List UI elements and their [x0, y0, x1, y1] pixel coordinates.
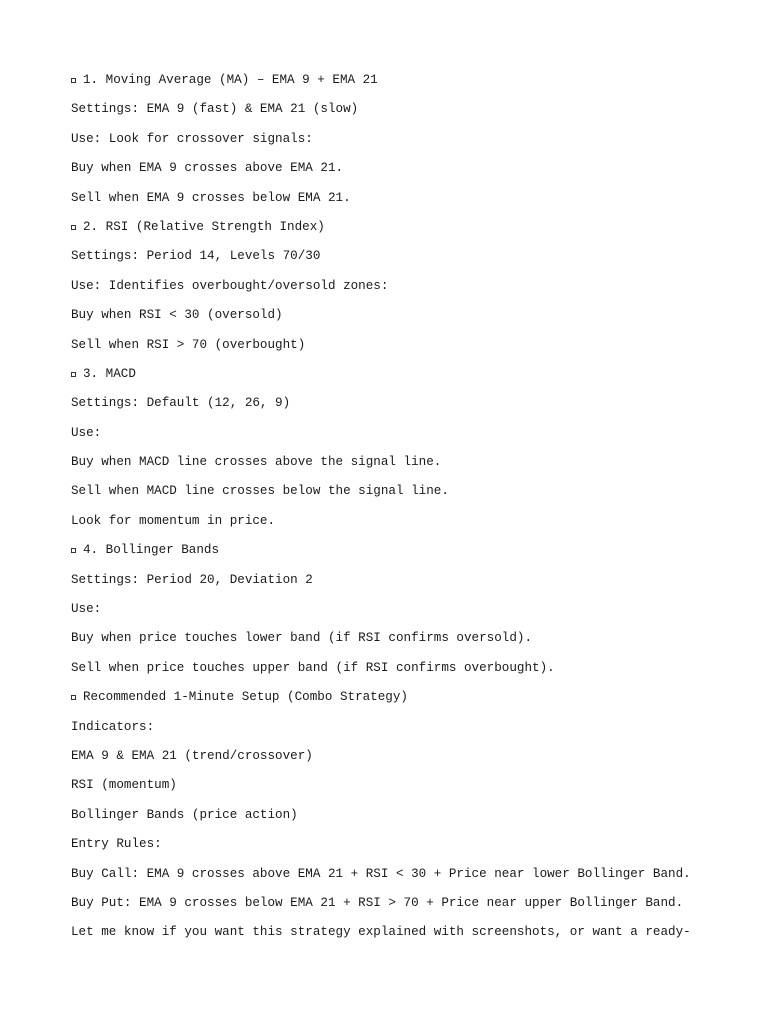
line-text: Settings: Period 14, Levels 70/30	[71, 249, 321, 264]
line-text: Buy when MACD line crosses above the signal line.	[71, 455, 442, 470]
text-line	[71, 305, 751, 334]
text-line	[71, 717, 751, 746]
text-line	[71, 452, 751, 481]
text-line	[71, 628, 751, 657]
section-heading	[71, 364, 751, 393]
text-line	[71, 158, 751, 187]
line-text: Entry Rules:	[71, 837, 162, 852]
line-text: Buy when RSI < 30 (oversold)	[71, 308, 283, 323]
line-text: Buy Put: EMA 9 crosses below EMA 21 + RSI > 70 + Price near upper Bollinger Band.	[71, 895, 684, 910]
line-text: Let me know if you want this strategy explained with screenshots, or want a ready-	[71, 925, 691, 940]
line-text: Sell when EMA 9 crosses below EMA 21.	[71, 190, 351, 205]
text-line	[71, 834, 751, 863]
line-text: Indicators:	[71, 719, 155, 734]
text-line	[71, 864, 751, 893]
line-text: 3. MACD	[83, 366, 136, 381]
missing-glyph-box-icon	[71, 225, 76, 230]
text-line	[71, 658, 751, 687]
text-line	[71, 775, 751, 804]
text-line	[71, 393, 751, 422]
section-heading	[71, 540, 751, 569]
line-text: Sell when MACD line crosses below the signal line.	[71, 484, 449, 499]
missing-glyph-box-icon	[71, 548, 76, 553]
text-line	[71, 570, 751, 599]
missing-glyph-box-icon	[71, 78, 76, 83]
line-text: Recommended 1-Minute Setup (Combo Strategy)	[83, 690, 408, 705]
text-line	[71, 893, 751, 922]
line-text: Look for momentum in price.	[71, 513, 276, 528]
section-heading	[71, 217, 751, 246]
line-text: EMA 9 & EMA 21 (trend/crossover)	[71, 748, 313, 763]
line-text: Use: Look for crossover signals:	[71, 131, 313, 146]
line-text: Sell when price touches upper band (if RSI confirms overbought).	[71, 660, 555, 675]
text-line	[71, 129, 751, 158]
text-line	[71, 746, 751, 775]
missing-glyph-box-icon	[71, 372, 76, 377]
line-text: 2. RSI (Relative Strength Index)	[83, 219, 325, 234]
line-text: RSI (momentum)	[71, 778, 177, 793]
section-heading	[71, 687, 751, 716]
line-text: Buy when price touches lower band (if RSI confirms oversold).	[71, 631, 533, 646]
line-text: Buy Call: EMA 9 crosses above EMA 21 + RSI < 30 + Price near lower Bollinger Band.	[71, 866, 691, 881]
text-line	[71, 481, 751, 510]
text-line	[71, 246, 751, 275]
line-text: Settings: Period 20, Deviation 2	[71, 572, 313, 587]
line-text: Use: Identifies overbought/oversold zones:	[71, 278, 389, 293]
section-heading	[71, 70, 751, 99]
line-text: 4. Bollinger Bands	[83, 543, 220, 558]
text-line	[71, 99, 751, 128]
text-line	[71, 276, 751, 305]
text-line	[71, 423, 751, 452]
line-text: Use:	[71, 425, 102, 440]
text-line	[71, 188, 751, 217]
line-text: 1. Moving Average (MA) – EMA 9 + EMA 21	[83, 73, 378, 87]
text-line	[71, 511, 751, 540]
missing-glyph-box-icon	[71, 695, 76, 700]
line-text: Bollinger Bands (price action)	[71, 807, 298, 822]
line-text: Sell when RSI > 70 (overbought)	[71, 337, 306, 352]
text-line	[71, 922, 751, 951]
text-line	[71, 599, 751, 628]
line-text: Settings: Default (12, 26, 9)	[71, 396, 291, 411]
text-line	[71, 805, 751, 834]
line-text: Buy when EMA 9 crosses above EMA 21.	[71, 161, 344, 176]
document-body	[71, 70, 751, 952]
line-text: Use:	[71, 602, 102, 617]
line-text: Settings: EMA 9 (fast) & EMA 21 (slow)	[71, 102, 359, 117]
text-line	[71, 335, 751, 364]
